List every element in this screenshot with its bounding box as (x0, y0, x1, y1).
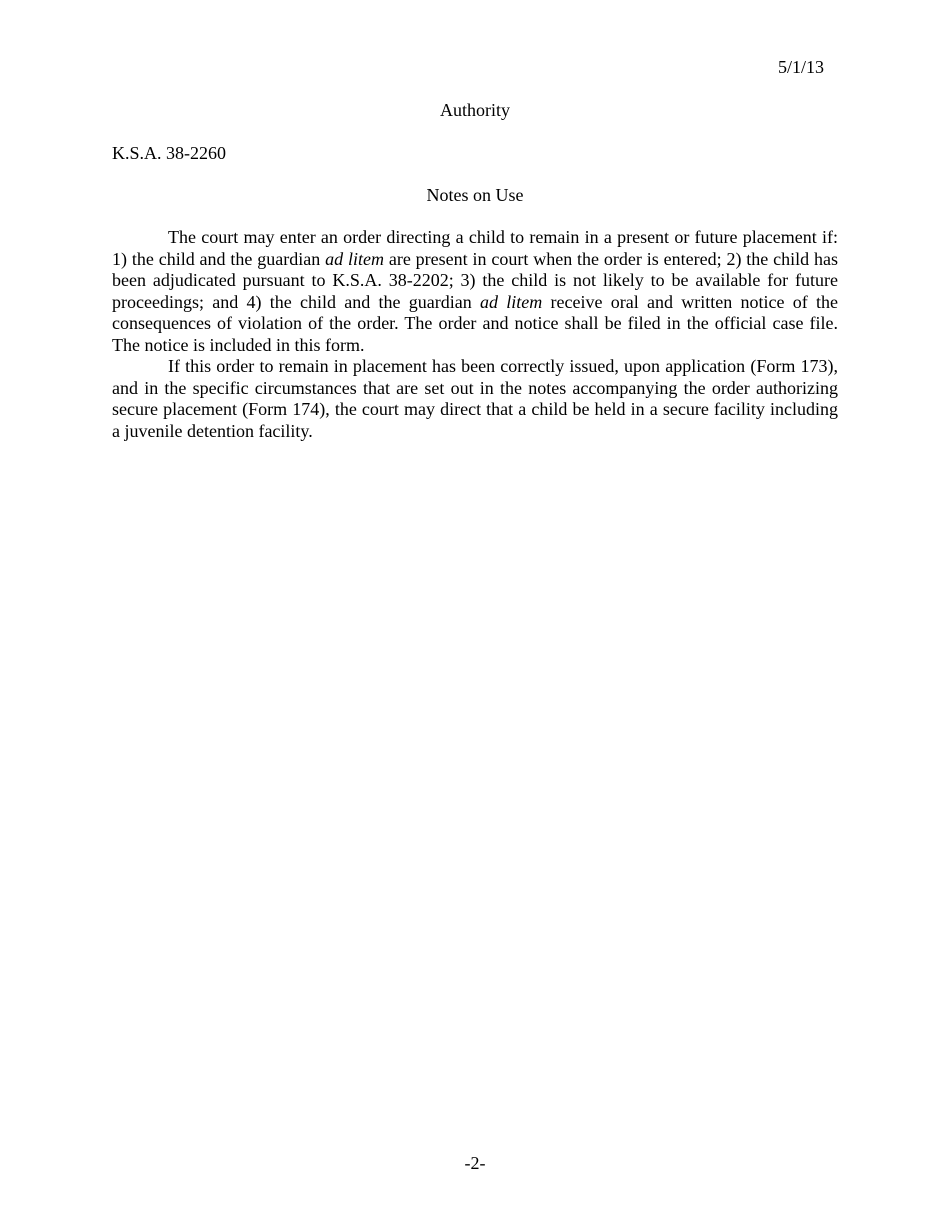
revision-date: 5/1/13 (777, 57, 824, 77)
notes-paragraph-2: If this order to remain in placement has been correctly issued, upon application (Form 173), and in the specific circumstances that are set out in the notes accompanying the order authorizing secure placement (Form 174), the court may direct that a child be held in a secure facility including a juvenile detention facility. (112, 356, 838, 441)
notes-body (112, 227, 838, 442)
paragraph-1-italic-a: ad litem (325, 248, 384, 269)
notes-paragraph-1 (112, 227, 838, 356)
authority-heading: Authority (440, 100, 510, 120)
notes-on-use-heading: Notes on Use (426, 185, 524, 205)
paragraph-1-text-c: receive oral and written notice of the consequences of violation of the order. The order and notice shall be filed in the official case file. The notice is included in this form. (112, 291, 838, 355)
paragraph-1-italic-b: ad litem (480, 291, 543, 312)
paragraph-1-text-b: are present in court when the order is entered; 2) the child has been adjudicated pursuant to K.S.A. 38-2202; 3) the child is not likely to be available for future proceedings; and 4) the child and the guardian (112, 248, 838, 312)
paragraph-1-text-a: The court may enter an order directing a child to remain in a present or future placement if: 1) the child and the guardian (112, 227, 838, 269)
statute-citation: K.S.A. 38-2260 (112, 143, 227, 163)
page-number: -2- (464, 1153, 486, 1173)
